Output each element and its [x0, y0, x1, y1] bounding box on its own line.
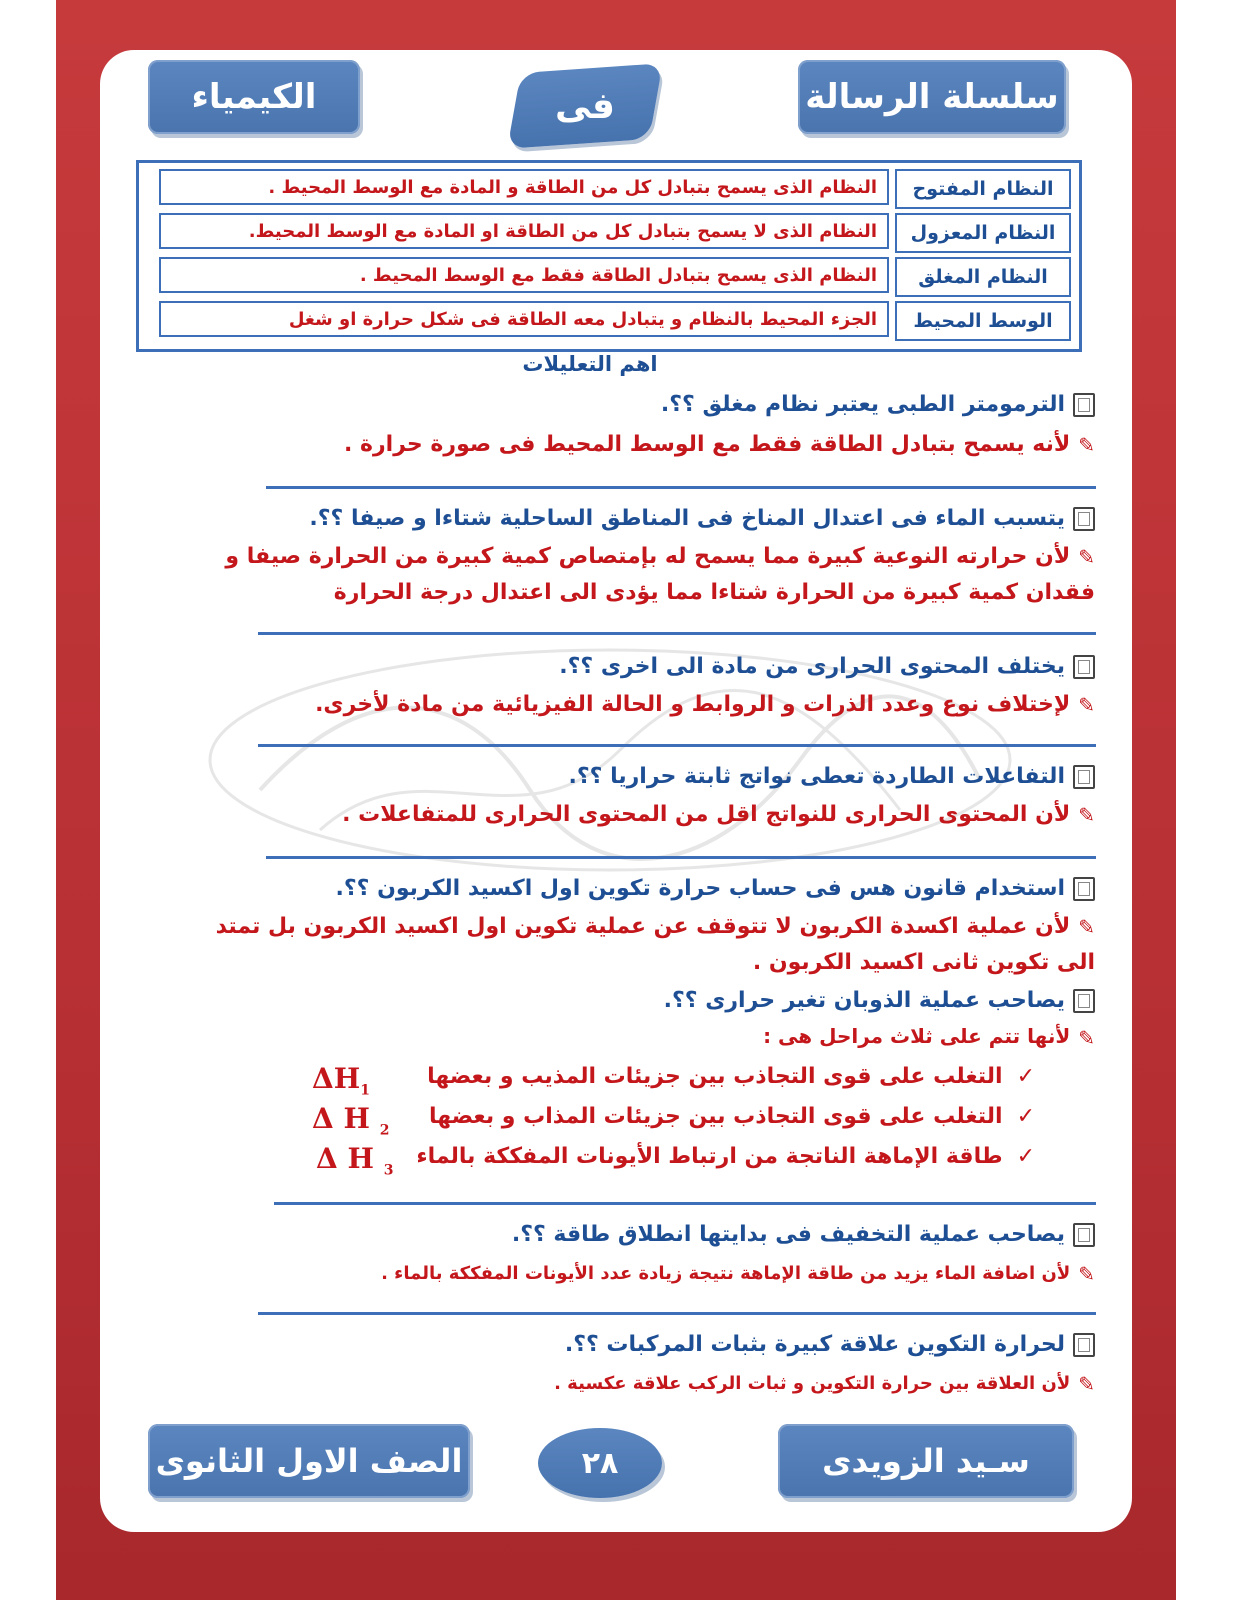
question: التفاعلات الطاردة تعطى نواتج ثابتة حراريا ؟؟.: [140, 764, 1095, 789]
checkbox-icon: [1073, 877, 1095, 901]
answer: ✎لأن عملية اكسدة الكربون لا تتوقف عن عملية تكوين اول اكسيد الكربون بل تمتد: [215, 914, 1095, 939]
pencil-icon: ✎: [1078, 1025, 1095, 1050]
question: الترمومتر الطبى يعتبر نظام مغلق ؟؟.: [140, 392, 1095, 417]
subject-title: الكيمياء: [148, 60, 360, 134]
definition-row: [139, 209, 1079, 253]
check-icon: ✓: [1016, 1064, 1035, 1089]
divider: [266, 486, 1096, 489]
question: يصاحب عملية التخفيف فى بدايتها انطلاق طاقة ؟؟.: [140, 1222, 1095, 1247]
definition-term: النظام المغلق: [895, 257, 1071, 297]
answer: ✎لأن حرارته النوعية كبيرة مما يسمح له بإمتصاص كمية كبيرة من الحرارة صيفا و: [225, 544, 1095, 569]
pencil-icon: ✎: [1078, 1262, 1095, 1286]
definition-row: [139, 253, 1079, 297]
author-name: سـيد الزويدى: [778, 1424, 1074, 1498]
delta-h-label: Δ H $_3$: [316, 1142, 394, 1179]
checkbox-icon: [1073, 1333, 1095, 1357]
definition-text: النظام الذى يسمح بتبادل كل من الطاقة و المادة مع الوسط المحيط .: [159, 169, 889, 205]
pencil-icon: ✎: [1078, 433, 1095, 457]
check-icon: ✓: [1016, 1104, 1035, 1129]
pencil-icon: ✎: [1078, 915, 1095, 939]
definition-term: الوسط المحيط: [895, 301, 1071, 341]
question: لحرارة التكوين علاقة كبيرة بثبات المركبات ؟؟.: [140, 1332, 1095, 1357]
divider: [258, 632, 1096, 635]
stage-item: ✓التغلب على قوى التجاذب بين جزيئات المذيب و بعضها: [427, 1064, 1035, 1089]
question: يصاحب عملية الذوبان تغير حرارى ؟؟.: [140, 988, 1095, 1013]
pencil-icon: ✎: [1078, 1372, 1095, 1396]
answer: ✎لإختلاف نوع وعدد الذرات و الروابط و الحالة الفيزيائية من مادة لأخرى.: [315, 692, 1095, 717]
definition-text: الجزء المحيط بالنظام و يتبادل معه الطاقة فى شكل حرارة او شغل: [159, 301, 889, 337]
question: استخدام قانون هس فى حساب حرارة تكوين اول اكسيد الكربون ؟؟.: [140, 876, 1095, 901]
pencil-icon: ✎: [1078, 693, 1095, 717]
checkbox-icon: [1073, 1223, 1095, 1247]
connector-text: فى: [555, 85, 615, 127]
stage-item: ✓التغلب على قوى التجاذب بين جزيئات المذاب و بعضها: [428, 1104, 1035, 1129]
definition-term: النظام المفتوح: [895, 169, 1071, 209]
pencil-icon: ✎: [1078, 545, 1095, 569]
checkbox-icon: [1073, 989, 1095, 1013]
divider: [266, 856, 1096, 859]
definition-row: [139, 165, 1079, 209]
series-title: سلسلة الرسالة: [798, 60, 1066, 134]
answer-continued: فقدان كمية كبيرة من الحرارة شتاءا مما يؤدى الى اعتدال درجة الحرارة: [333, 580, 1095, 605]
answer: ✎لأن اضافة الماء يزيد من طاقة الإماهة نتيجة زيادة عدد الأيونات المفككة بالماء .: [381, 1262, 1095, 1286]
answer: ✎لأنه يسمح بتبادل الطاقة فقط مع الوسط المحيط فى صورة حرارة .: [344, 432, 1095, 457]
question: يختلف المحتوى الحرارى من مادة الى اخرى ؟؟.: [140, 654, 1095, 679]
question: يتسبب الماء فى اعتدال المناخ فى المناطق الساحلية شتاءا و صيفا ؟؟.: [140, 506, 1095, 531]
checkbox-icon: [1073, 393, 1095, 417]
divider: [258, 1312, 1096, 1315]
answer: ✎لأن العلاقة بين حرارة التكوين و ثبات الركب علاقة عكسية .: [554, 1372, 1095, 1396]
definition-text: النظام الذى يسمح بتبادل الطاقة فقط مع الوسط المحيط .: [159, 257, 889, 293]
checkbox-icon: [1073, 507, 1095, 531]
answer: ✎لأنها تتم على ثلاث مراحل هى :: [763, 1024, 1095, 1050]
stage-item: ✓طاقة الإماهة الناتجة من ارتباط الأيونات المفككة بالماء: [416, 1144, 1035, 1169]
delta-h-label: $\Delta H_1$: [312, 1062, 370, 1099]
section-heading: اهم التعليلات: [522, 352, 658, 376]
definition-text: النظام الذى لا يسمح بتبادل كل من الطاقة او المادة مع الوسط المحيط.: [159, 213, 889, 249]
pencil-icon: ✎: [1078, 803, 1095, 827]
checkbox-icon: [1073, 655, 1095, 679]
page-number: ٢٨: [538, 1428, 662, 1498]
grade-label: الصف الاول الثانوى: [148, 1424, 470, 1498]
checkbox-icon: [1073, 765, 1095, 789]
definitions-table: [136, 160, 1082, 352]
delta-h-label: Δ H $_2$: [312, 1102, 390, 1139]
divider: [258, 744, 1096, 747]
check-icon: ✓: [1016, 1144, 1035, 1169]
answer: ✎لأن المحتوى الحرارى للنواتج اقل من المحتوى الحرارى للمتفاعلات .: [342, 802, 1095, 827]
definition-row: [139, 297, 1079, 341]
definition-term: النظام المعزول: [895, 213, 1071, 253]
answer-continued: الى تكوين ثانى اكسيد الكربون .: [752, 950, 1095, 975]
divider: [274, 1202, 1096, 1205]
